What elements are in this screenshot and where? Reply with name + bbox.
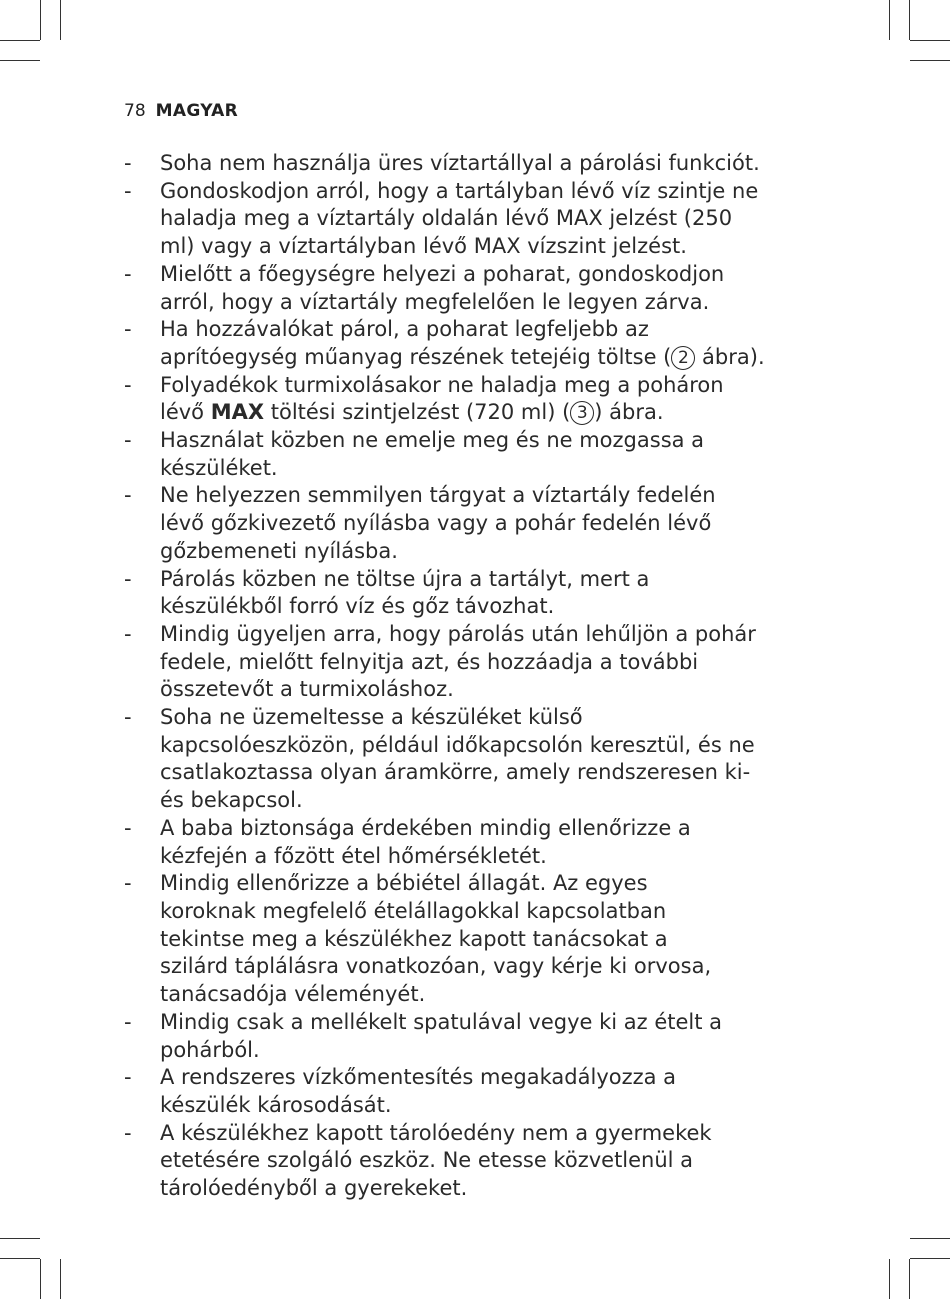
- crop-mark: [910, 40, 950, 41]
- list-item: - A készülékhez kapott tárolóedény nem a gyermekek etetésére szolgáló eszköz. Ne etesse közvetlenül a tárolóedényből a gyerekeket.: [124, 1120, 712, 1201]
- list-item: - Ha hozzávalókat párol, a poharat legfeljebb az aprítóegység műanyag részének tetejéig töltse ( 2 ábra).: [124, 317, 765, 369]
- list-item: - Használat közben ne emelje meg és ne mozgassa a készüléket.: [124, 428, 705, 480]
- list-item: - Mindig ügyeljen arra, hogy párolás után lehűljön a pohár fedele, mielőtt felnyitja azt, és hozzáadja a további összetevőt a turmixoláshoz.: [124, 621, 756, 702]
- page-header: [124, 100, 238, 122]
- item-text: Mindig ellenőrizze a bébiétel állagát. Az egyes koroknak megfelelő ételállagokkal kapcsolatban tekintse meg a készülékhez kapott tanácsokat a szilárd táplálásra vonatkozóan, vagy kérje ki orvosa, tanácsadója véleményét.: [160, 871, 712, 1007]
- item-text-after: ábra).: [695, 344, 765, 369]
- crop-mark: [889, 0, 890, 40]
- item-text: Soha nem használja üres víztartállyal a párolási funkciót.: [160, 151, 760, 175]
- crop-mark: [909, 0, 910, 40]
- list-item: - Folyadékok turmixolásakor ne haladja meg a poháron lévő MAX töltési szintjelzést (720 ml) ( 3 ) ábra.: [124, 372, 724, 425]
- item-text: Párolás közben ne töltse újra a tartályt, mert a készülékből forró víz és gőz távozhat.: [160, 566, 650, 619]
- list-item: - Mindig csak a mellékelt spatulával vegye ki az ételt a pohárból.: [124, 1009, 723, 1062]
- crop-mark: [909, 1259, 910, 1299]
- list-item: - Mindig ellenőrizze a bébiétel állagát. Az egyes koroknak megfelelő ételállagokkal kapcsolatban tekintse meg a készülékhez kapott tanácsokat a szilárd táplálásra vonatkozóan, vagy kérje ki orvosa, tanácsadója véleményét.: [124, 871, 712, 1007]
- item-text: Használat közben ne emelje meg és ne mozgassa a készüléket.: [160, 428, 705, 480]
- list-item: - A rendszeres vízkőmentesítés megakadályozza a készülék károsodását.: [124, 1065, 677, 1117]
- item-text-after: ) ábra.: [594, 400, 664, 425]
- item-text: Ha hozzávalókat párol, a poharat legfeljebb az aprítóegység műanyag részének tetejéig töltse (: [160, 317, 672, 369]
- page-number: 78: [124, 101, 146, 121]
- crop-mark: [910, 60, 950, 61]
- item-text: Gondoskodjon arról, hogy a tartályban lévő víz szintje ne haladja meg a víztartály oldalán lévő MAX jelzést (250 ml) vagy a víztartályban lévő MAX vízszint jelzést.: [160, 178, 759, 259]
- crop-mark: [60, 1259, 61, 1299]
- list-item: - Ne helyezzen semmilyen tárgyat a víztartály fedelén lévő gőzkivezető nyílásba vagy a pohár fedelén lévő gőzbemeneti nyílásba.: [124, 483, 716, 563]
- crop-mark: [40, 0, 41, 40]
- item-text: Mindig csak a mellékelt spatulával vegye ki az ételt a pohárból.: [160, 1009, 723, 1062]
- list-item: - Soha ne üzemeltesse a készüléket külső kapcsolóeszközön, például időkapcsolón keresztül, és ne csatlakoztassa olyan áramkörre, amely rendszeresen ki- és bekapcsol.: [124, 705, 755, 813]
- item-text: Mielőtt a főegységre helyezi a poharat, gondoskodjon arról, hogy a víztartály megfelelően le legyen zárva.: [160, 261, 725, 314]
- item-text-cont: töltési szintjelzést (720 ml) (: [264, 400, 571, 425]
- crop-mark: [0, 1238, 40, 1239]
- list-item: - A baba biztonsága érdekében mindig ellenőrizze a kézfején a főzött étel hőmérsékletét.: [124, 815, 691, 868]
- max-label: MAX: [210, 400, 265, 425]
- item-text: Folyadékok turmixolásakor ne haladja meg a poháron lévő: [160, 372, 724, 425]
- item-text: Soha ne üzemeltesse a készüléket külső kapcsolóeszközön, például időkapcsolón keresztül, és ne csatlakoztassa olyan áramkörre, amely rendszeresen ki- és bekapcsol.: [160, 705, 755, 813]
- figure-reference: 3: [570, 401, 594, 425]
- list-item: - Párolás közben ne töltse újra a tartályt, mert a készülékből forró víz és gőz távozhat.: [124, 566, 650, 619]
- crop-mark: [60, 0, 61, 40]
- item-text: A rendszeres vízkőmentesítés megakadályozza a készülék károsodását.: [160, 1065, 677, 1117]
- crop-mark: [40, 1259, 41, 1299]
- item-text: A baba biztonsága érdekében mindig ellenőrizze a kézfején a főzött étel hőmérsékletét.: [160, 815, 691, 868]
- safety-instructions-list: [124, 150, 836, 1203]
- crop-mark: [0, 60, 40, 61]
- list-item: - Soha nem használja üres víztartállyal a párolási funkciót.: [124, 151, 760, 175]
- list-item: - Mielőtt a főegységre helyezi a poharat, gondoskodjon arról, hogy a víztartály megfelelően le legyen zárva.: [124, 261, 725, 314]
- crop-mark: [0, 40, 40, 41]
- crop-mark: [0, 1258, 40, 1259]
- crop-mark: [889, 1259, 890, 1299]
- item-text: Mindig ügyeljen arra, hogy párolás után lehűljön a pohár fedele, mielőtt felnyitja azt, és hozzáadja a további összetevőt a turmixoláshoz.: [160, 621, 756, 702]
- list-item: - Gondoskodjon arról, hogy a tartályban lévő víz szintje ne haladja meg a víztartály oldalán lévő MAX jelzést (250 ml) vagy a víztartályban lévő MAX vízszint jelzést.: [124, 178, 759, 259]
- language-title: MAGYAR: [155, 101, 239, 121]
- crop-mark: [910, 1238, 950, 1239]
- crop-mark: [910, 1258, 950, 1259]
- item-text: Ne helyezzen semmilyen tárgyat a víztartály fedelén lévő gőzkivezető nyílásba vagy a pohár fedelén lévő gőzbemeneti nyílásba.: [160, 483, 716, 563]
- item-text: A készülékhez kapott tárolóedény nem a gyermekek etetésére szolgáló eszköz. Ne etesse közvetlenül a tárolóedényből a gyerekeket.: [160, 1120, 712, 1201]
- figure-reference: 2: [671, 346, 695, 370]
